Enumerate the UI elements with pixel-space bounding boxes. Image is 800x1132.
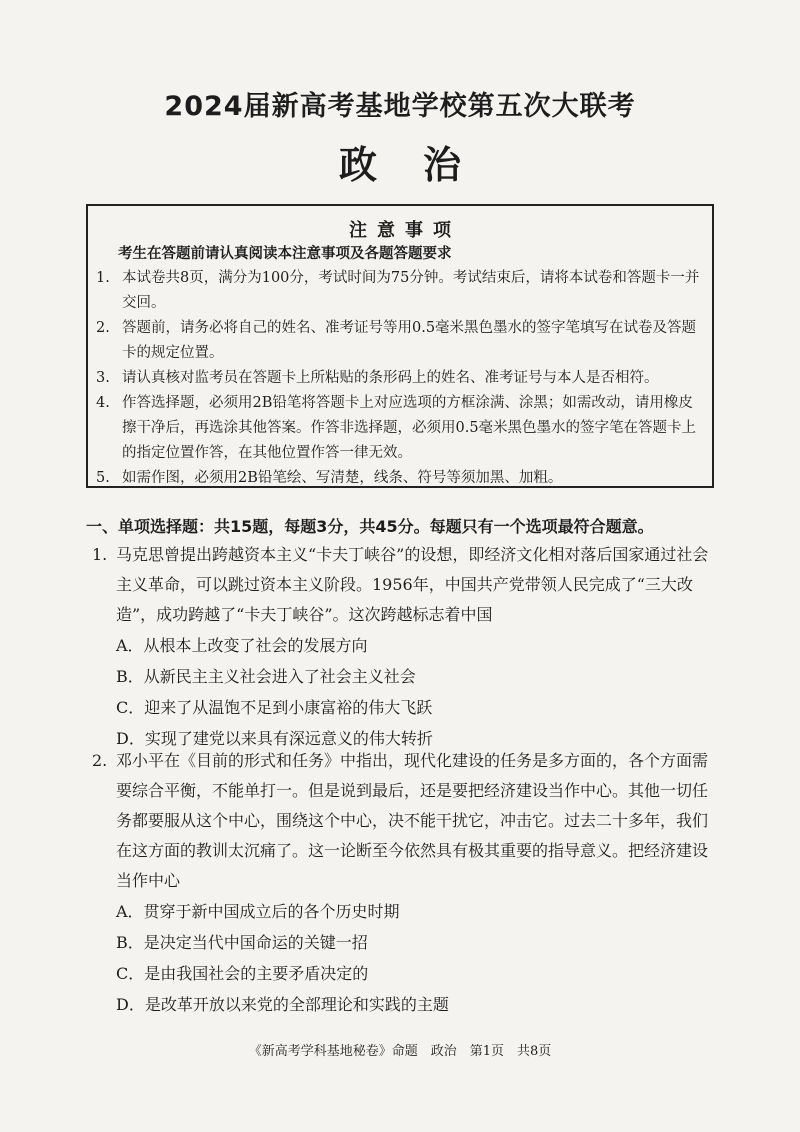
- notice-item: [96, 391, 704, 466]
- notice-item: [96, 466, 704, 491]
- question-stem: [92, 746, 712, 896]
- notice-list: [96, 266, 704, 491]
- notice-item-number: 4.: [96, 395, 110, 411]
- question-option-b: B．是决定当代中国命运的关键一招: [116, 933, 368, 952]
- notice-item-text: 请认真核对监考员在答题卡上所粘贴的条形码上的姓名、准考证号与本人是否相符。: [122, 370, 659, 386]
- question-number: 2.: [92, 751, 108, 770]
- notice-item-text: 如需作图，必须用2B铅笔绘、写清楚，线条、符号等须加黑、加粗。: [122, 470, 563, 486]
- question-option-c: C．是由我国社会的主要矛盾决定的: [116, 964, 369, 983]
- question-text: 马克思曾提出跨越资本主义“卡夫丁峡谷”的设想，即经济文化相对落后国家通过社会主义革命，可以跳过资本主义阶段。1956年，中国共产党带领人民完成了“三大改造”，成功跨越了“卡夫丁峡谷”。这次跨越标志着中国: [116, 545, 709, 624]
- notice-item-number: 2.: [96, 320, 110, 336]
- question-stem: [92, 540, 712, 630]
- notice-item-text: 本试卷共8页，满分为100分，考试时间为75分钟。考试结束后，请将本试卷和答题卡一并交回。: [122, 270, 700, 311]
- notice-item-number: 5.: [96, 470, 110, 486]
- page-footer: 《新高考学科基地秘卷》命题 政治 第1页 共8页: [248, 1044, 552, 1059]
- notice-item: [96, 366, 704, 391]
- notice-item-text: 作答选择题，必须用2B铅笔将答题卡上对应选项的方框涂满、涂黑；如需改动，请用橡皮擦干净后，再选涂其他答案。作答非选择题，必须用0.5毫米黑色墨水的签字笔在答题卡上的指定位置作答，在其他位置作答一律无效。: [122, 395, 697, 461]
- subject-title: 政治: [338, 143, 507, 187]
- question-option-a: A．从根本上改变了社会的发展方向: [116, 636, 368, 655]
- notice-item-number: 1.: [96, 270, 110, 286]
- question-text: 邓小平在《目前的形式和任务》中指出，现代化建设的任务是多方面的，各个方面需要综合平衡，不能单打一。但是说到最后，还是要把经济建设当作中心。其他一切任务都要服从这个中心，围绕这个中心，决不能干扰它，冲击它。过去二十多年，我们在这方面的教训太沉痛了。这一论断至今依然具有极其重要的指导意义。把经济建设当作中心: [116, 751, 709, 890]
- notice-intro: 考生在答题前请认真阅读本注意事项及各题答题要求: [118, 246, 452, 262]
- notice-item-number: 3.: [96, 370, 110, 386]
- question-option-a: A．贯穿于新中国成立后的各个历史时期: [116, 902, 400, 921]
- notice-title: 注意事项: [349, 220, 461, 241]
- question-option-b: B．从新民主主义社会进入了社会主义社会: [116, 667, 416, 686]
- notice-item: [96, 266, 704, 316]
- exam-title: 2024届新高考基地学校第五次大联考: [164, 91, 636, 122]
- notice-item: [96, 316, 704, 366]
- question-option-d: D．实现了建党以来具有深远意义的伟大转折: [116, 729, 433, 748]
- question-number: 1.: [92, 545, 108, 564]
- notice-box: [86, 204, 714, 488]
- section-heading: 一、单项选择题：共15题，每题3分，共45分。每题只有一个选项最符合题意。: [86, 517, 654, 536]
- question-option-d: D．是改革开放以来党的全部理论和实践的主题: [116, 995, 449, 1014]
- notice-item-text: 答题前，请务必将自己的姓名、准考证号等用0.5毫米黑色墨水的签字笔填写在试卷及答题卡的规定位置。: [122, 320, 697, 361]
- question-option-c: C．迎来了从温饱不足到小康富裕的伟大飞跃: [116, 698, 433, 717]
- question-1: [92, 540, 712, 754]
- question-2: [92, 746, 712, 1020]
